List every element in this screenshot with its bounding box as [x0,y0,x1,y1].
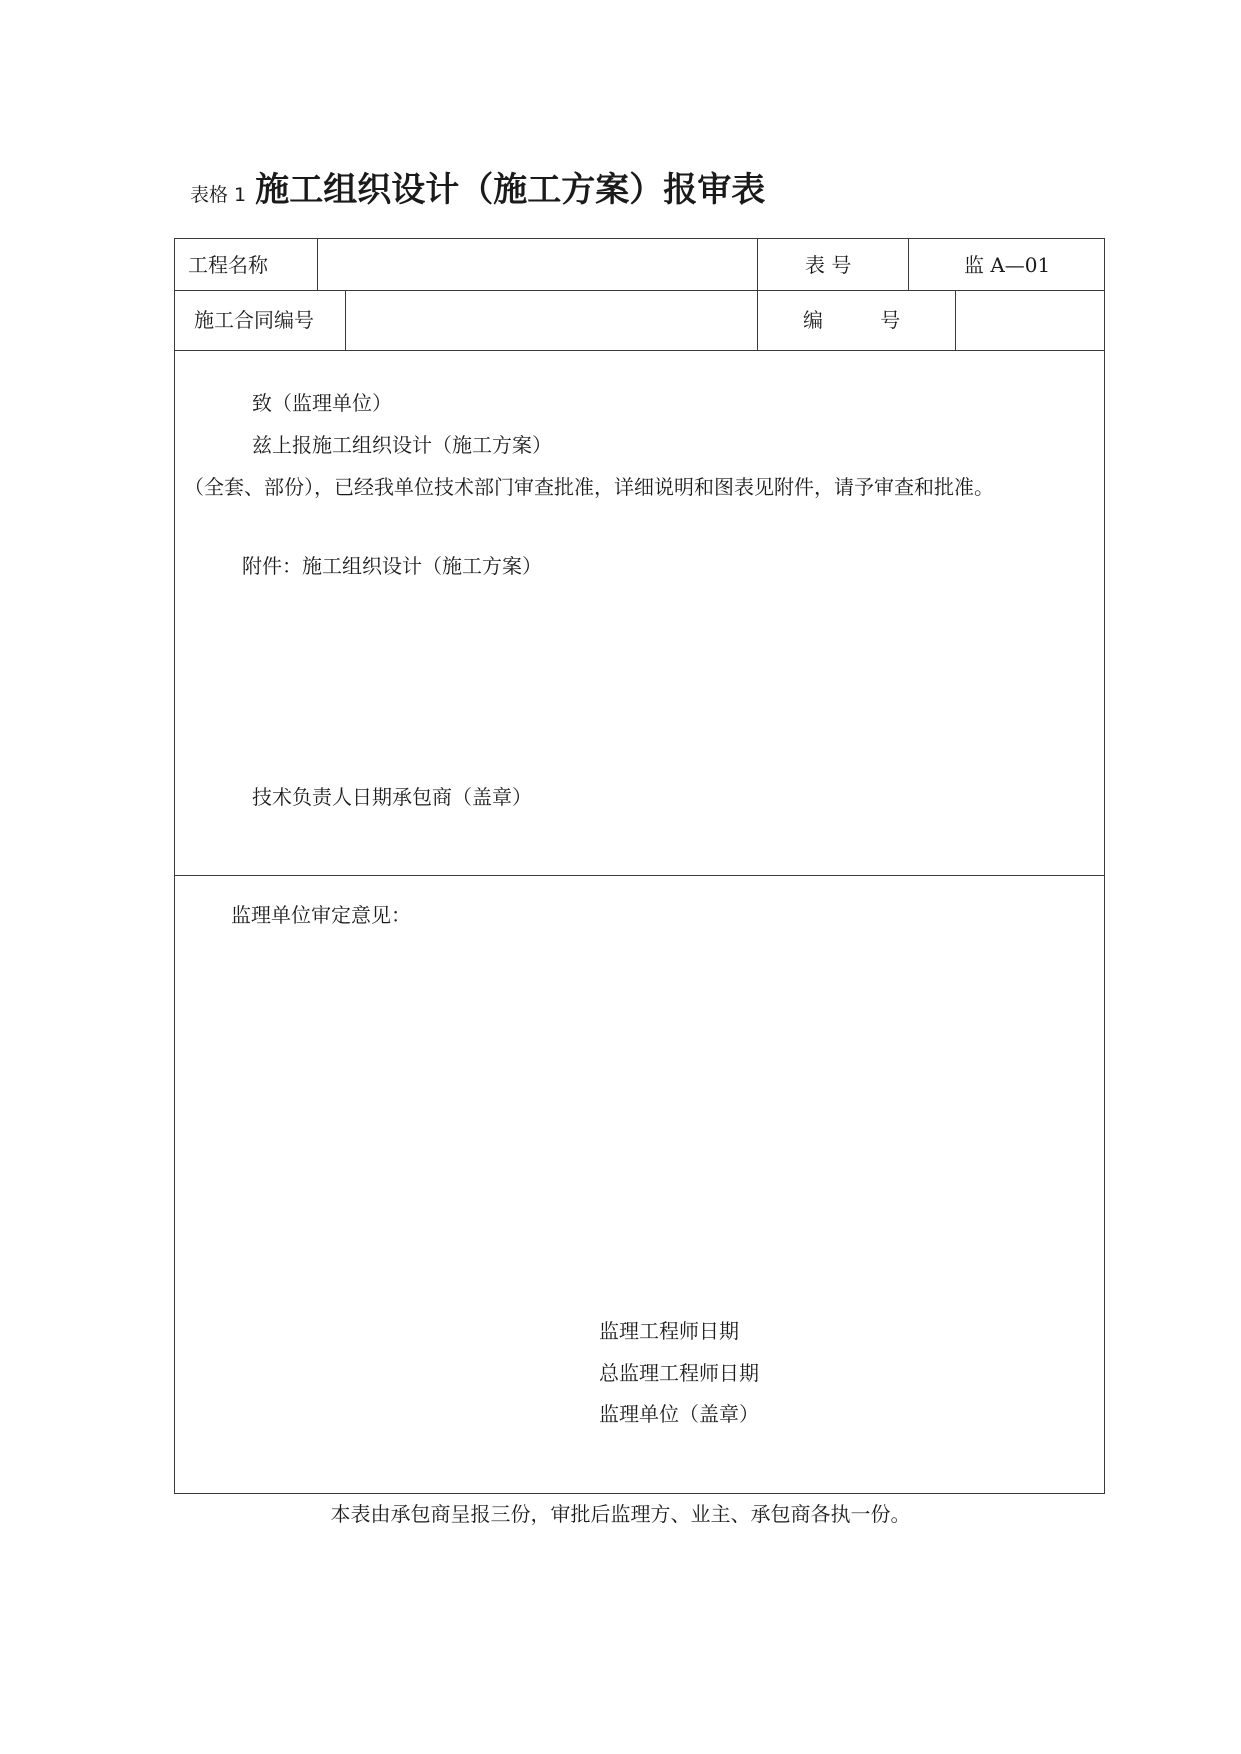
row-divider-1 [175,290,1104,291]
cell-divider [757,239,758,350]
project-name-label: 工程名称 [188,253,268,277]
review-opinion-label: 监理单位审定意见： [231,903,411,927]
contract-number-field[interactable] [355,308,745,332]
form-title: 施工组织设计（施工方案）报审表 [255,170,766,210]
form-number-label: 表 号 [805,253,852,277]
page-title [190,162,765,211]
engineer-signature-line: 监理工程师日期 [599,1319,739,1343]
supervision-stamp-line: 监理单位（盖章） [599,1402,759,1426]
table-number: 表格 1 [190,184,247,206]
form-number-value: 监 A—01 [964,253,1051,277]
cell-divider [908,239,909,290]
chief-engineer-signature-line: 总监理工程师日期 [599,1361,759,1385]
row-divider-2 [175,350,1104,351]
form-table [174,238,1105,1494]
footer-note: 本表由承包商呈报三份，审批后监理方、业主、承包商各执一份。 [330,1502,911,1526]
serial-number-field[interactable] [965,308,1095,332]
attachment-line: 附件：施工组织设计（施工方案） [242,554,542,578]
addressee-line: 致（监理单位） [252,391,392,415]
cell-divider [317,239,318,290]
serial-number-label: 编 号 [803,308,901,332]
contract-number-label: 施工合同编号 [194,308,314,332]
contractor-signature-line: 技术负责人日期承包商（盖章） [252,785,532,809]
project-name-field[interactable] [325,253,745,277]
submission-line-1: 兹上报施工组织设计（施工方案） [252,433,552,457]
cell-divider [955,290,956,350]
cell-divider [345,290,346,350]
submission-line-2: （全套、部份），已经我单位技术部门审查批准，详细说明和图表见附件，请予审查和批准。 [184,475,994,499]
row-divider-3 [175,875,1104,876]
